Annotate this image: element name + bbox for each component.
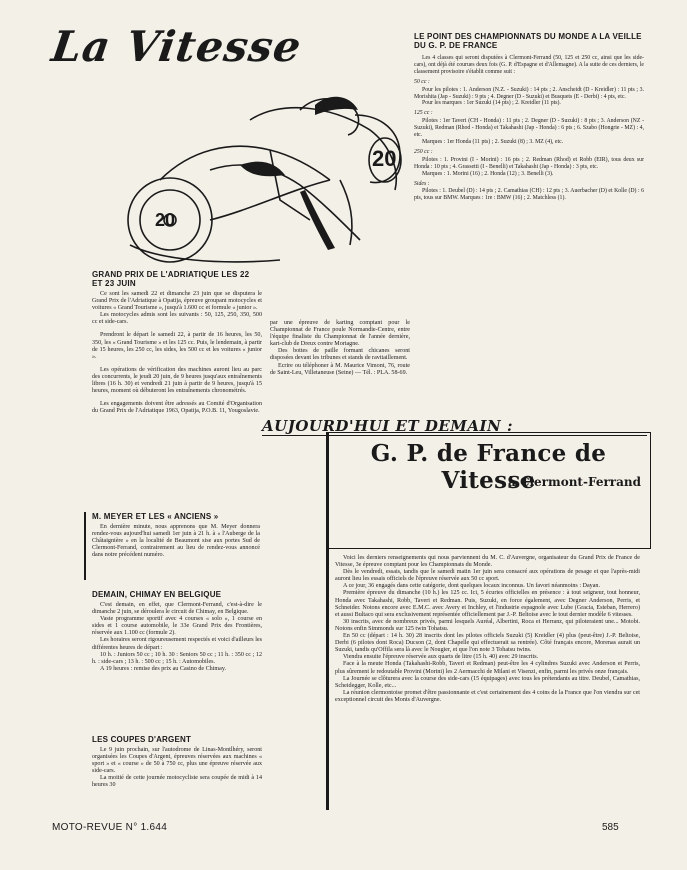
coupes-article [92,735,262,790]
gp-p10: La réunion clermontoise promet d'être passionnante et c'est certainement des 4 coins de la France que l'on viendra sur cet exceptionnel circuit des Monts d'Auvergne. [335,689,640,703]
chimay-title: DEMAIN, CHIMAY EN BELGIQUE [92,590,222,599]
gp-p9: La Journée se clôturera avec la course des side-cars (15 équipages) avec tous les prétendants au titre. Deubel, Camathias, Scheidegger, Kolle, etc... [335,675,640,689]
adriatique-article [92,270,262,415]
chimay-article [92,590,262,673]
meyer-title: M. MEYER ET LES « ANCIENS » [92,512,219,521]
chimay-p2: Vaste programme sportif avec 4 courses « solo », 1 course en sides et 1 course automobile, le 33e Grand Prix des Frontières, réservée aux 1.100 cc (formule 2). [92,616,262,637]
class-250-label: 250 cc : [414,148,433,155]
gp-article-body [335,555,640,704]
karting-p1: par une épreuve de karting comptant pour le Championnat de France poule Normandie-Centre, entre l'équipe finaliste du Championnat de l'année dernière, kart-club de Dreux contre Mortagne. [270,320,410,348]
adriatique-p3: Prendront le départ le samedi 22, à partir de 16 heures, les 50, 350, les « Grand Tourisme » et les 125 cc. Puis, le lendemain, à partir de 15 heures, les 250 cc, les sides, les 500 cc et les voitures « junior ». [92,332,262,360]
gp-title: G. P. de France de Vitesse [370,440,607,494]
gp-left-rule [326,548,329,810]
gp-p4: Première épreuve du dimanche (10 h.) les 125 cc. Ici, 5 écuries officielles en présence : à tout seigneur, tout honneur, Honda avec Takahashi, Robb, Taveri et Redman. Puis, Suzuki, en force également, avec Degner Anderson, Perris, et Schneider. Notons encore avec E.M.C. avec Avery et Inchley, et l'industrie espagnole avec Lube (Gracia, Esteban, Herrero) et aussi Bultaco qui sera exclusivement représentée officiellement par J.-P. Beltoise avec le tout dernier modèle 6 vitesses. [335,590,640,618]
class-250-riders: Pilotes : 1. Provini (I - Morini) : 16 pts ; 2. Redman (Rhod) et Robb (EIR), tous deux sur Honda : 10 pts ; 4. Grassetti (I - Benelli) et Takahashi (Jap - Honda) : 3 pts, etc. [414,156,644,170]
standings-body [414,55,644,202]
standings-intro: Les 4 classes qui seront disputées à Clermont-Ferrand (50, 125 et 250 cc, ainsi que les side-cars), ont déjà été courues deux fois (G. P. d'Espagne et d'Allemagne). A la suite de ces derniers, le classement provisoire s'établit comme suit : [414,55,644,75]
class-sides-riders: Pilotes : 1. Deubel (D) : 14 pts ; 2. Camathias (CH) : 12 pts ; 3. Auerbacher (D) et Kolle (D) : 6 pts, tous sur BMW. Marques : 1re : BMW (16) ; 2. Matchless (1). [414,188,644,202]
footer-page-number: 585 [602,822,619,833]
gp-p8: Face à la meute Honda (Takahashi-Robb, Taveri et Redman) peut-être les 4 cylindres Suzuki avec Anderson et Perris, plus sûrement le redoutable Provini (Morini) les 2 Aermacchi de Milani et Visenzi, enfin, parmi les privés onze français. [335,661,640,675]
class-125-makes: Marques : 1er Honda (11 pts) ; 2. Suzuki (8) ; 3. MZ (4), etc. [422,138,564,145]
standings-title: LE POINT DES CHAMPIONNATS DU MONDE A LA VEILLE DU G. P. DE FRANCE [414,32,642,50]
adriatique-p2: Les motocycles admis sont les suivants : 50, 125, 250, 350, 500 cc et side-cars. [92,312,262,326]
coupes-p1: Le 9 juin prochain, sur l'autodrome de Linas-Montlhéry, seront organisées les Coupes d'Argent, épreuves réservées aux machines « sport » et « course » de 50 à 750 cc, plus une épreuve réservée aux side-cars. [92,747,262,775]
karting-article [270,320,410,377]
adriatique-p4: Les opérations de vérification des machines auront lieu au parc des concurrents, le jeudi 20 juin, de 9 heures jusqu'aux entraînements libres (16 h. 30) et vendredi 21 juin à partir de 9 heures, jusqu'à 15 heures, moment où débuteront les entraînements chronométrés. [92,366,262,395]
motorcycle-racer-illustration [100,70,420,270]
gp-subtitle: à Clermont-Ferrand [507,475,641,489]
meyer-article [92,512,260,559]
chimay-p1: C'est demain, en effet, que Clermont-Ferrand, c'est-à-dire le dimanche 2 juin, se déroulera le circuit de Chimay, en Belgique. [92,602,262,616]
championship-standings-article [414,32,644,202]
gp-p3: A ce jour, 36 engagés dans cette catégorie, dont quelques locaux inconnus. Un favori néanmoins : Dayan. [343,583,600,590]
gp-p1: Voici les derniers renseignements qui nous parviennent du M. C. d'Auvergne, organisateur du Grand Prix de France de Vitesse, 3e épreuve comptant pour les Championnats du Monde. [335,555,640,569]
chimay-p4: 10 h. : Juniors 50 cc ; 10 h. 30 : Seniors 50 cc ; 11 h. : 350 cc ; 12 h. : side-cars ; 13 h. : 500 cc ; 15 h. : Automobiles. [92,651,262,665]
gp-p2: Dès le vendredi, essais, tandis que le samedi matin 1er juin sera consacré aux opérations de pesage et que l'après-midi auront lieu les essais officiels de l'épreuve réservée aux 50 cc sport. [335,569,640,583]
adriatique-p5: Les engagements doivent être adressés au Comité d'Organisation du Grand Prix de l'Adriatique 1963, Opatija, P.O.B. 11, Yougoslavie. [92,401,262,415]
class-125-label: 125 cc : [414,110,433,117]
class-50-makes: Pour les marques : 1er Suzuki (14 pts) ; 2. Kreidler (11 pts). [422,100,561,107]
chimay-p3: Les horaires seront rigoureusement respectés et voici d'ailleurs les différentes heures de départ : [92,637,262,651]
meyer-p1: En dernière minute, nous apprenons que M. Meyer donnera rendez-vous aujourd'hui samedi 1er juin à 21 h. à « l'Auberge de la Châtaignière » en la localité de Beaumont sise aux portes Sud de Clermont-Ferrand, contrairement au lieu de rendez-vous annoncé dans notre précédent numéro. [92,524,260,559]
class-50-label: 50 cc : [414,78,430,85]
class-250-makes: Marques : 1. Morini (16) ; 2. Honda (12) ; 3. Benelli (3). [422,170,554,177]
gp-p6: En 50 cc (départ : 14 h. 30) 28 inscrits dont les pilotes officiels Suzuki (5) Kreidler (4) plus (peut-être) J.-P. Beltoise, Derbi (6 pilotes dont Roca) Ducson (2, dont Chapelle qui effectuerait sa rentrée). Côté français encore, Morenas aurait un Suzuki, tandis qu'Offila sera là avec le Nougier, et que l'on note 3 Tohatsu twins. [335,633,640,654]
class-50-riders: Pour les pilotes : 1. Anderson (N.Z. - Suzuki) : 14 pts ; 2. Anscheidt (D - Kreidler) : 11 pts ; 3. Morishita (Jap - Suzuki) : 9 pts ; 4. Degner (D - Suzuki) et Busquets (E - Derbi) : 4 pts, etc. [414,86,644,100]
karting-p2: Des bottes de paille formant chicanes seront disposées devant les tribunes et stands de ravitaillement. [270,348,410,362]
footer-magazine-issue: MOTO-REVUE N° 1.644 [52,822,168,833]
svg-text:20: 20 [372,146,397,171]
gp-p7: Viendra ensuite l'épreuve réservée aux quarts de litre (15 h. 40) avec 29 inscrits. [343,654,539,661]
masthead-title: La Vitesse [48,22,305,71]
gp-p5: 30 inscrits, avec de nombreux privés, parmi lesquels Auréal, Albertini, Roca et Herranz, qui piloteraient une... Motobi. Notons enfin Simmonds sur 125 twin Tohatsu. [335,618,640,632]
coupes-title: LES COUPES D'ARGENT [92,735,192,744]
adriatique-title: GRAND PRIX DE L'ADRIATIQUE LES 22 ET 23 JUIN [92,270,250,288]
adriatique-p1: Ce sont les samedi 22 et dimanche 23 juin que se disputera le Grand Prix de l'Adriatique à Opatija, épreuve groupant motocycles et voitures « Grand Tourisme », jusqu'à 1.600 cc et formule « junior ». [92,291,262,312]
chimay-p5: A 19 heures : remise des prix au Casino de Chimay. [100,665,227,672]
class-125-riders: Pilotes : 1er Taveri (CH - Honda) : 11 pts ; 2. Degner (D - Suzuki) : 8 pts ; 3. Anderson (NZ - Suzuki), Redman (Rhod - Honda) et Takahashi (Jap - Honda) : 6 pts ; 6. Szabo (Hongrie - MZ) : 4, etc. [414,118,644,139]
karting-p3: Ecrire ou téléphoner à M. Maurice Vimont, 76, route de Saint-Leu, Villetaneuse (Seine) — Tél. : PLA. 58-69. [270,362,410,376]
today-tomorrow-label: AUJOURD'HUI ET DEMAIN : [262,417,514,435]
class-sides-label: Sides : [414,180,430,187]
svg-text:20: 20 [155,210,176,230]
coupes-p2: La moitié de cette journée motocycliste sera coupée de midi à 14 heures 30 [92,775,262,789]
